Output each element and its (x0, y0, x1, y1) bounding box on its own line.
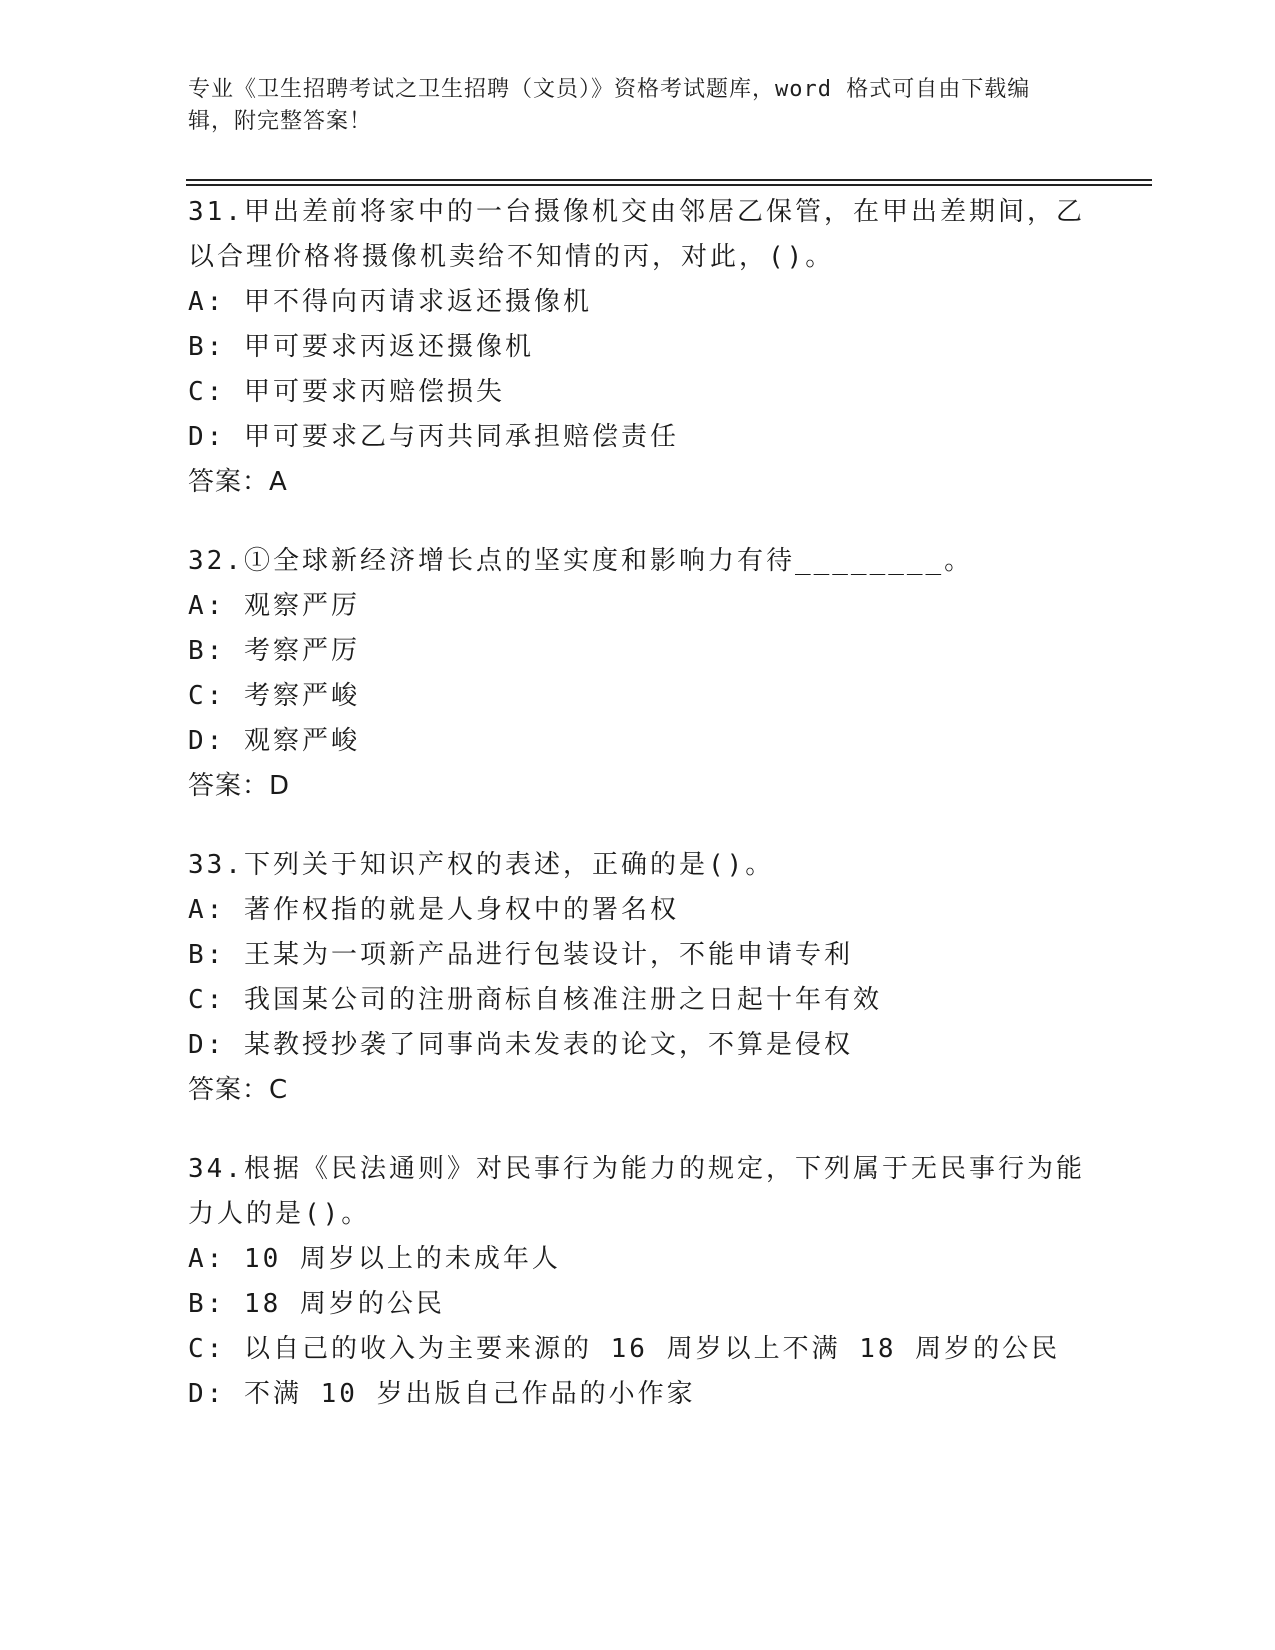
option-d: D: 观察严峻 (188, 726, 360, 756)
option-a: A: 著作权指的就是人身权中的署名权 (188, 895, 679, 925)
header-divider-top (186, 179, 1152, 181)
option-b: B: 甲可要求丙返还摄像机 (188, 332, 534, 362)
question-stem: 33.下列关于知识产权的表述，正确的是()。 (188, 850, 775, 880)
option-a: A: 观察严厉 (188, 591, 360, 621)
question-stem: 34.根据《民法通则》对民事行为能力的规定，下列属于无民事行为能力人的是()。 (188, 1154, 1085, 1229)
option-b: B: 考察严厉 (188, 636, 360, 666)
option-d: D: 甲可要求乙与丙共同承担赔偿责任 (188, 422, 679, 452)
option-d: D: 某教授抄袭了同事尚未发表的论文，不算是侵权 (188, 1030, 853, 1060)
header-divider-bottom (186, 184, 1152, 186)
question-list (188, 190, 1088, 1451)
answer: 答案：A (188, 467, 288, 497)
option-b: B: 王某为一项新产品进行包装设计，不能申请专利 (188, 940, 853, 970)
question-31 (188, 190, 1088, 505)
question-32 (188, 539, 1088, 809)
answer: 答案：C (188, 1075, 289, 1105)
document-intro: 专业《卫生招聘考试之卫生招聘（文员）》资格考试题库，word 格式可自由下载编辑，附完整答案！ (188, 77, 1031, 134)
question-33 (188, 843, 1088, 1113)
question-stem: 31.甲出差前将家中的一台摄像机交由邻居乙保管，在甲出差期间，乙以合理价格将摄像机卖给不知情的丙，对此，()。 (188, 197, 1085, 272)
question-stem: 32.①全球新经济增长点的坚实度和影响力有待________。 (188, 546, 974, 576)
option-b: B: 18 周岁的公民 (188, 1289, 445, 1319)
option-c: C: 我国某公司的注册商标自核准注册之日起十年有效 (188, 985, 882, 1015)
option-d: D: 不满 10 岁出版自己作品的小作家 (188, 1379, 696, 1409)
option-c: C: 甲可要求丙赔偿损失 (188, 377, 505, 407)
option-a: A: 甲不得向丙请求返还摄像机 (188, 287, 592, 317)
question-34 (188, 1147, 1088, 1417)
option-a: A: 10 周岁以上的未成年人 (188, 1244, 561, 1274)
option-c: C: 考察严峻 (188, 681, 360, 711)
option-c: C: 以自己的收入为主要来源的 16 周岁以上不满 18 周岁的公民 (188, 1334, 1061, 1364)
answer: 答案：D (188, 771, 291, 801)
